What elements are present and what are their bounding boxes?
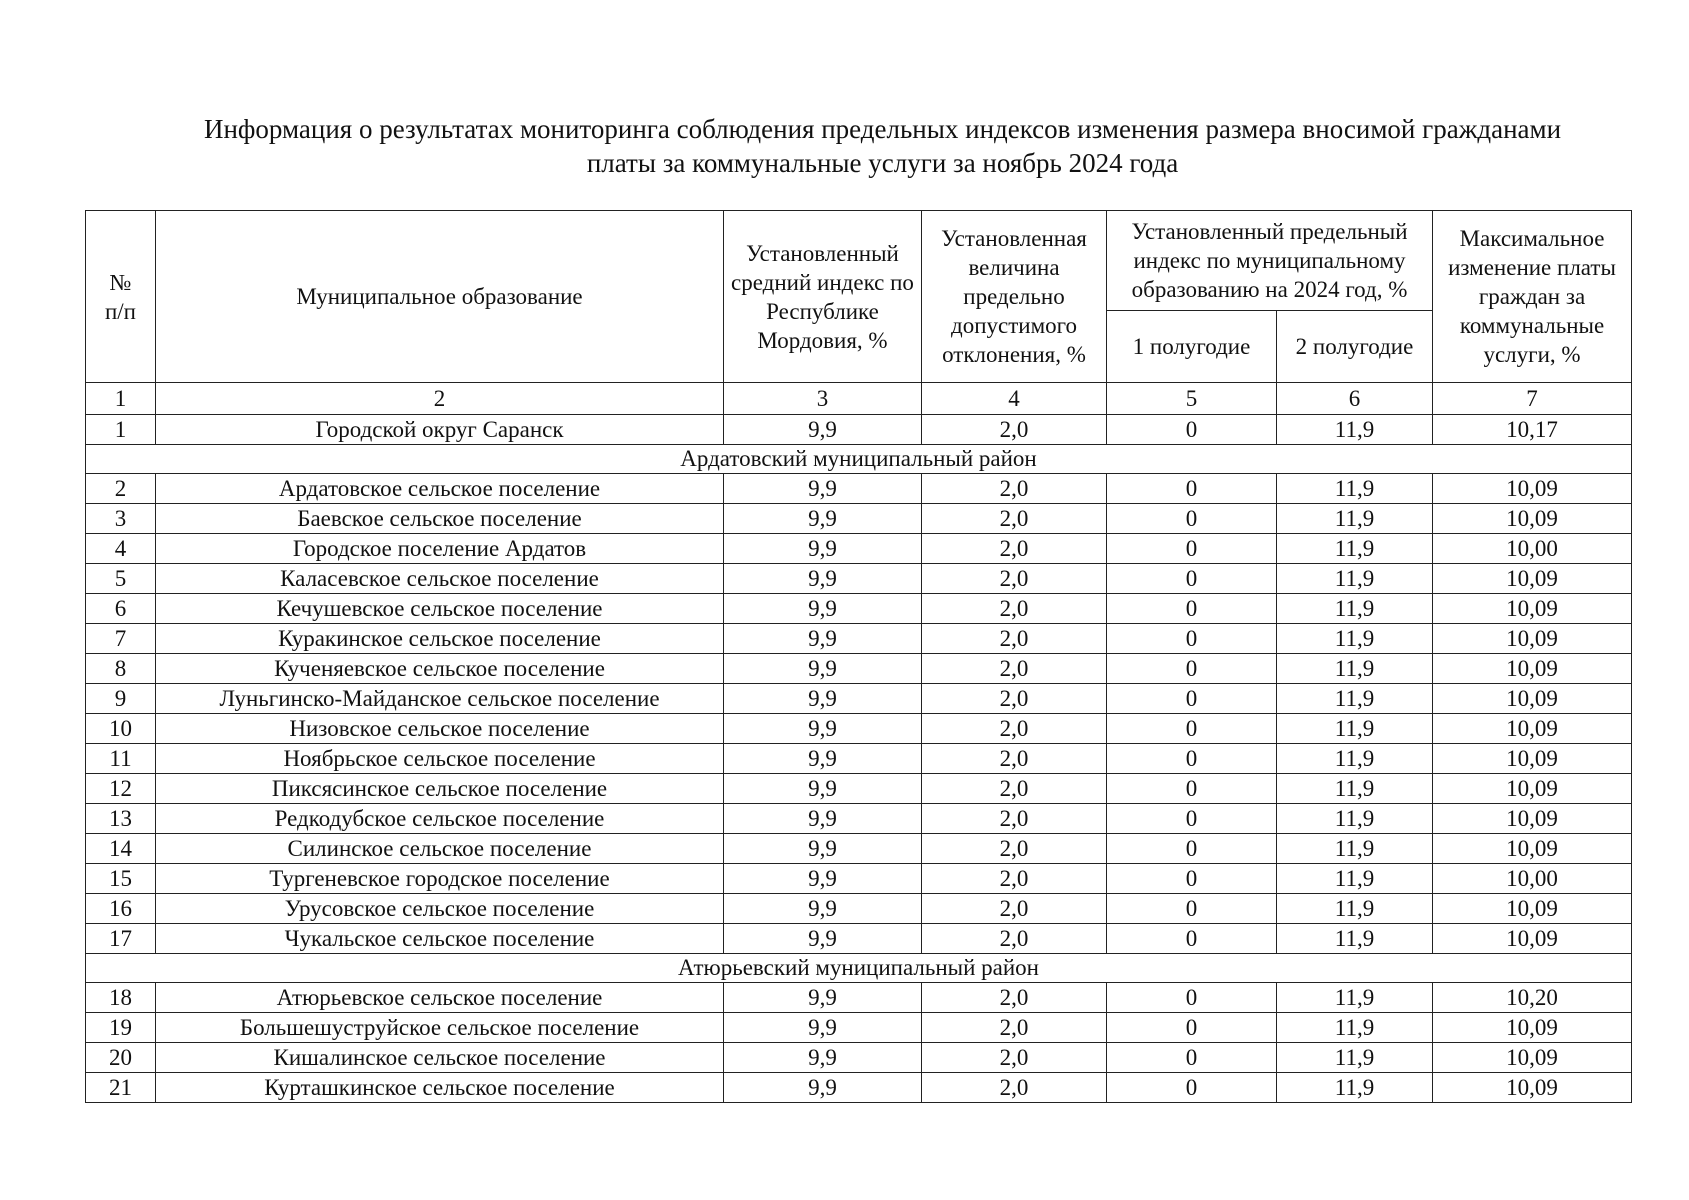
table-row (86, 415, 1632, 445)
half-2-value: 11,9 (1277, 804, 1433, 834)
table-row (86, 983, 1632, 1013)
municipality-name: Кечушевское сельское поселение (156, 594, 724, 624)
half-1-value: 0 (1107, 684, 1277, 714)
header-half-1: 1 полугодие (1107, 311, 1277, 383)
municipality-name: Луньгинско-Майданское сельское поселение (156, 684, 724, 714)
average-index-value: 9,9 (724, 774, 922, 804)
max-change-value: 10,09 (1433, 744, 1632, 774)
title-line-2: платы за коммунальные услуги за ноябрь 2024 года (586, 148, 1179, 178)
max-change-value: 10,09 (1433, 474, 1632, 504)
half-2-value: 11,9 (1277, 474, 1433, 504)
max-change-value: 10,09 (1433, 804, 1632, 834)
half-2-value: 11,9 (1277, 774, 1433, 804)
half-2-value: 11,9 (1277, 924, 1433, 954)
average-index-value: 9,9 (724, 714, 922, 744)
max-change-value: 10,09 (1433, 924, 1632, 954)
half-1-value: 0 (1107, 983, 1277, 1013)
municipality-name: Низовское сельское поселение (156, 714, 724, 744)
half-2-value: 11,9 (1277, 684, 1433, 714)
half-1-value: 0 (1107, 624, 1277, 654)
max-change-value: 10,09 (1433, 834, 1632, 864)
half-1-value: 0 (1107, 864, 1277, 894)
average-index-value: 9,9 (724, 654, 922, 684)
municipality-name: Курташкинское сельское поселение (156, 1073, 724, 1103)
table-row (86, 774, 1632, 804)
row-number: 15 (86, 864, 156, 894)
table-row (86, 714, 1632, 744)
table-row (86, 1013, 1632, 1043)
table-row (86, 654, 1632, 684)
average-index-value: 9,9 (724, 415, 922, 445)
half-2-value: 11,9 (1277, 1043, 1433, 1073)
average-index-value: 9,9 (724, 1013, 922, 1043)
table-row (86, 474, 1632, 504)
deviation-value: 2,0 (922, 894, 1107, 924)
average-index-value: 9,9 (724, 564, 922, 594)
deviation-value: 2,0 (922, 864, 1107, 894)
column-number: 5 (1107, 383, 1277, 415)
max-change-value: 10,00 (1433, 534, 1632, 564)
half-2-value: 11,9 (1277, 1073, 1433, 1103)
half-1-value: 0 (1107, 415, 1277, 445)
municipality-name: Силинское сельское поселение (156, 834, 724, 864)
half-1-value: 0 (1107, 1073, 1277, 1103)
row-number: 12 (86, 774, 156, 804)
half-2-value: 11,9 (1277, 1013, 1433, 1043)
municipality-name: Баевское сельское поселение (156, 504, 724, 534)
row-number: 10 (86, 714, 156, 744)
half-2-value: 11,9 (1277, 864, 1433, 894)
average-index-value: 9,9 (724, 744, 922, 774)
max-change-value: 10,20 (1433, 983, 1632, 1013)
max-change-value: 10,09 (1433, 894, 1632, 924)
header-num: № п/п (86, 211, 156, 383)
deviation-value: 2,0 (922, 714, 1107, 744)
average-index-value: 9,9 (724, 1043, 922, 1073)
deviation-value: 2,0 (922, 924, 1107, 954)
deviation-value: 2,0 (922, 534, 1107, 564)
municipality-name: Атюрьевское сельское поселение (156, 983, 724, 1013)
row-number: 13 (86, 804, 156, 834)
max-change-value: 10,09 (1433, 654, 1632, 684)
max-change-value: 10,09 (1433, 1043, 1632, 1073)
half-2-value: 11,9 (1277, 624, 1433, 654)
column-number: 3 (724, 383, 922, 415)
half-2-value: 11,9 (1277, 534, 1433, 564)
municipality-name: Кишалинское сельское поселение (156, 1043, 724, 1073)
district-row (86, 954, 1632, 983)
table-row (86, 1073, 1632, 1103)
table-row (86, 1043, 1632, 1073)
table-row (86, 594, 1632, 624)
deviation-value: 2,0 (922, 1073, 1107, 1103)
row-number: 5 (86, 564, 156, 594)
header-limit-index: Установленный предельный индекс по муниципальному образованию на 2024 год, % (1107, 211, 1433, 311)
half-2-value: 11,9 (1277, 714, 1433, 744)
half-1-value: 0 (1107, 1013, 1277, 1043)
deviation-value: 2,0 (922, 744, 1107, 774)
average-index-value: 9,9 (724, 624, 922, 654)
row-number: 18 (86, 983, 156, 1013)
column-numbers-row (86, 383, 1632, 415)
column-number: 7 (1433, 383, 1632, 415)
average-index-value: 9,9 (724, 864, 922, 894)
max-change-value: 10,09 (1433, 1013, 1632, 1043)
deviation-value: 2,0 (922, 834, 1107, 864)
row-number: 7 (86, 624, 156, 654)
row-number: 9 (86, 684, 156, 714)
half-1-value: 0 (1107, 534, 1277, 564)
row-number: 4 (86, 534, 156, 564)
row-number: 19 (86, 1013, 156, 1043)
half-1-value: 0 (1107, 1043, 1277, 1073)
row-number: 16 (86, 894, 156, 924)
half-1-value: 0 (1107, 594, 1277, 624)
column-number: 6 (1277, 383, 1433, 415)
table-row (86, 624, 1632, 654)
half-1-value: 0 (1107, 564, 1277, 594)
report-table (85, 210, 1632, 1103)
table-row (86, 894, 1632, 924)
max-change-value: 10,09 (1433, 594, 1632, 624)
table-row (86, 504, 1632, 534)
deviation-value: 2,0 (922, 983, 1107, 1013)
half-2-value: 11,9 (1277, 415, 1433, 445)
table-row (86, 924, 1632, 954)
row-number: 21 (86, 1073, 156, 1103)
half-2-value: 11,9 (1277, 654, 1433, 684)
municipality-name: Чукальское сельское поселение (156, 924, 724, 954)
half-2-value: 11,9 (1277, 983, 1433, 1013)
deviation-value: 2,0 (922, 804, 1107, 834)
row-number: 2 (86, 474, 156, 504)
row-number: 3 (86, 504, 156, 534)
deviation-value: 2,0 (922, 654, 1107, 684)
max-change-value: 10,09 (1433, 774, 1632, 804)
average-index-value: 9,9 (724, 894, 922, 924)
half-1-value: 0 (1107, 834, 1277, 864)
row-number: 8 (86, 654, 156, 684)
half-1-value: 0 (1107, 474, 1277, 504)
row-number: 20 (86, 1043, 156, 1073)
average-index-value: 9,9 (724, 834, 922, 864)
max-change-value: 10,09 (1433, 1073, 1632, 1103)
municipality-name: Городское поселение Ардатов (156, 534, 724, 564)
row-number: 11 (86, 744, 156, 774)
deviation-value: 2,0 (922, 504, 1107, 534)
table-row (86, 564, 1632, 594)
max-change-value: 10,09 (1433, 564, 1632, 594)
document-title (140, 112, 1625, 180)
row-number: 17 (86, 924, 156, 954)
average-index-value: 9,9 (724, 684, 922, 714)
half-1-value: 0 (1107, 654, 1277, 684)
municipality-name: Редкодубское сельское поселение (156, 804, 724, 834)
column-number: 2 (156, 383, 724, 415)
average-index-value: 9,9 (724, 504, 922, 534)
half-2-value: 11,9 (1277, 594, 1433, 624)
half-2-value: 11,9 (1277, 564, 1433, 594)
municipality-name: Большешуструйское сельское поселение (156, 1013, 724, 1043)
half-1-value: 0 (1107, 744, 1277, 774)
table-row (86, 834, 1632, 864)
header-municipality: Муниципальное образование (156, 211, 724, 383)
table-row (86, 534, 1632, 564)
half-1-value: 0 (1107, 504, 1277, 534)
table-row (86, 804, 1632, 834)
half-1-value: 0 (1107, 804, 1277, 834)
max-change-value: 10,09 (1433, 624, 1632, 654)
average-index-value: 9,9 (724, 594, 922, 624)
max-change-value: 10,09 (1433, 684, 1632, 714)
row-number: 14 (86, 834, 156, 864)
row-number: 1 (86, 415, 156, 445)
deviation-value: 2,0 (922, 1013, 1107, 1043)
half-1-value: 0 (1107, 924, 1277, 954)
district-row (86, 445, 1632, 474)
district-title: Атюрьевский муниципальный район (86, 954, 1632, 983)
header-max-change: Максимальное изменение платы граждан за коммунальные услуги, % (1433, 211, 1632, 383)
municipality-name: Ардатовское сельское поселение (156, 474, 724, 504)
column-number: 4 (922, 383, 1107, 415)
average-index-value: 9,9 (724, 534, 922, 564)
half-2-value: 11,9 (1277, 504, 1433, 534)
deviation-value: 2,0 (922, 594, 1107, 624)
deviation-value: 2,0 (922, 415, 1107, 445)
title-line-1: Информация о результатах мониторинга соблюдения предельных индексов изменения размера вносимой гражданами (203, 114, 1562, 144)
max-change-value: 10,17 (1433, 415, 1632, 445)
deviation-value: 2,0 (922, 474, 1107, 504)
half-1-value: 0 (1107, 774, 1277, 804)
header-average-index: Установленный средний индекс по Республике Мордовия, % (724, 211, 922, 383)
table-row (86, 864, 1632, 894)
max-change-value: 10,09 (1433, 714, 1632, 744)
table-row (86, 684, 1632, 714)
average-index-value: 9,9 (724, 983, 922, 1013)
municipality-name: Урусовское сельское поселение (156, 894, 724, 924)
half-2-value: 11,9 (1277, 834, 1433, 864)
header-deviation: Установленная величина предельно допустимого отклонения, % (922, 211, 1107, 383)
deviation-value: 2,0 (922, 684, 1107, 714)
row-number: 6 (86, 594, 156, 624)
average-index-value: 9,9 (724, 924, 922, 954)
municipality-name: Ноябрьское сельское поселение (156, 744, 724, 774)
municipality-name: Пиксясинское сельское поселение (156, 774, 724, 804)
municipality-name: Каласевское сельское поселение (156, 564, 724, 594)
deviation-value: 2,0 (922, 1043, 1107, 1073)
municipality-name: Городской округ Саранск (156, 415, 724, 445)
half-1-value: 0 (1107, 894, 1277, 924)
average-index-value: 9,9 (724, 1073, 922, 1103)
deviation-value: 2,0 (922, 624, 1107, 654)
half-2-value: 11,9 (1277, 744, 1433, 774)
average-index-value: 9,9 (724, 474, 922, 504)
municipality-name: Тургеневское городское поселение (156, 864, 724, 894)
half-2-value: 11,9 (1277, 894, 1433, 924)
district-title: Ардатовский муниципальный район (86, 445, 1632, 474)
deviation-value: 2,0 (922, 774, 1107, 804)
municipality-name: Куракинское сельское поселение (156, 624, 724, 654)
header-half-2: 2 полугодие (1277, 311, 1433, 383)
average-index-value: 9,9 (724, 804, 922, 834)
municipality-name: Кученяевское сельское поселение (156, 654, 724, 684)
half-1-value: 0 (1107, 714, 1277, 744)
column-number: 1 (86, 383, 156, 415)
max-change-value: 10,09 (1433, 504, 1632, 534)
table-row (86, 744, 1632, 774)
max-change-value: 10,00 (1433, 864, 1632, 894)
deviation-value: 2,0 (922, 564, 1107, 594)
